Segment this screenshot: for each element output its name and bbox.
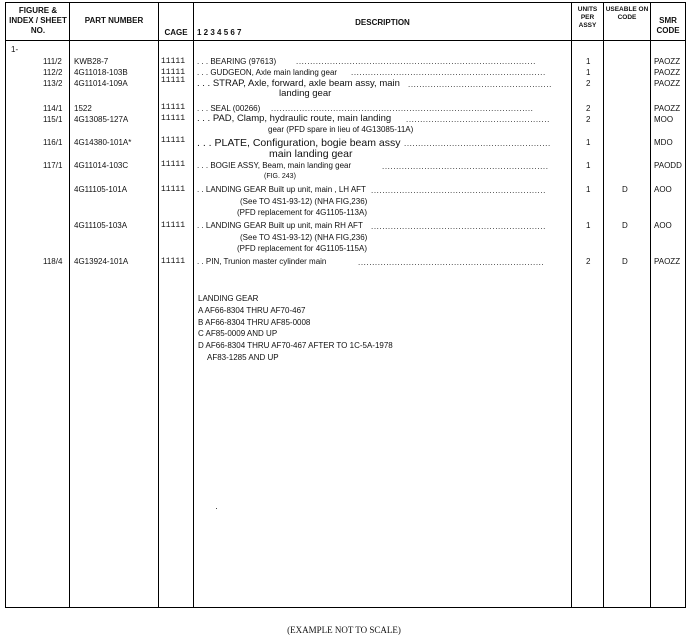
row-index: 114/1 <box>43 104 63 113</box>
row-part-number: KWB28-7 <box>74 57 109 66</box>
row-units: 2 <box>586 104 591 113</box>
notes-line: D AF66-8304 THRU AF70-467 AFTER TO 1C-5A-1978 <box>198 341 393 351</box>
row-part-number: 4G11105-103A <box>74 221 128 230</box>
row-description: . . . BEARING (97613) <box>197 57 277 66</box>
row-smr: MOO <box>654 115 674 124</box>
row-part-number: 4G11014-109A <box>74 79 128 88</box>
figure-number: 1- <box>11 45 19 54</box>
row-smr: PAOZZ <box>654 57 681 66</box>
column-divider <box>571 3 572 607</box>
row-units: 1 <box>586 161 591 170</box>
row-description-continued: gear (PFD spare in lieu of 4G13085-11A) <box>268 125 414 134</box>
row-index: 112/2 <box>43 68 63 77</box>
notes-title: LANDING GEAR <box>198 294 259 303</box>
row-description: . . LANDING GEAR Built up unit, main , LH AFT <box>197 185 366 194</box>
row-description: . . . GUDGEON, Axle main landing gear <box>197 68 338 77</box>
row-index: 117/1 <box>43 161 63 170</box>
dot-leader: ..................................................................................... <box>296 57 536 66</box>
header-description: DESCRIPTION <box>355 18 410 27</box>
row-description: . . . SEAL (00266) <box>197 104 261 113</box>
row-description-continued: (FIG. 243) <box>264 173 296 180</box>
row-description: . . . PLATE, Configuration, bogie beam assy <box>197 137 401 149</box>
row-units: 2 <box>586 257 591 266</box>
row-units: 1 <box>586 138 591 147</box>
notes-line: B AF66-8304 THRU AF85-0008 <box>198 317 311 327</box>
dot-leader: .................................................... <box>404 139 551 148</box>
row-units: 2 <box>586 115 591 124</box>
column-divider <box>193 3 194 607</box>
notes-line: A AF66-8304 THRU AF70-467 <box>198 305 306 315</box>
row-index: 118/4 <box>43 257 63 266</box>
row-description: . . . STRAP, Axle, forward, axle beam assy, main <box>197 78 400 89</box>
row-part-number: 4G13085-127A <box>74 115 129 124</box>
row-description: . . PIN, Trunion master cylinder main <box>197 257 327 266</box>
row-units: 1 <box>586 221 591 230</box>
row-description-continued: main landing gear <box>269 148 353 160</box>
row-cage: 11111 <box>161 160 186 169</box>
row-cage: 11111 <box>161 103 186 112</box>
row-cage: 11111 <box>161 57 186 66</box>
column-divider <box>158 3 159 607</box>
row-smr: PAOZZ <box>654 257 681 266</box>
column-divider <box>69 3 70 607</box>
dot-leader: ................................................... <box>406 115 550 124</box>
row-index: 115/1 <box>43 115 63 124</box>
row-description: . . . PAD, Clamp, hydraulic route, main landing <box>197 113 392 124</box>
header-figure: FIGURE & INDEX / SHEET NO. <box>9 6 67 35</box>
row-smr: AOO <box>654 221 672 230</box>
row-units: 2 <box>586 79 591 88</box>
header-divider <box>6 40 685 41</box>
row-description-continued: (See TO 4S1-93-12) (NHA FIG,236) <box>240 197 368 206</box>
row-smr: AOO <box>654 185 672 194</box>
notes-line: C AF85-0009 AND UP <box>198 329 278 339</box>
row-part-number: 4G14380-101A* <box>74 138 132 147</box>
row-units: 1 <box>586 185 591 194</box>
row-units: 1 <box>586 57 591 66</box>
row-smr: PAOZZ <box>654 79 681 88</box>
row-units: 1 <box>586 68 591 77</box>
row-cage: 11111 <box>161 221 186 230</box>
dot-leader: ............................................................................................. <box>271 104 534 113</box>
row-description-continued: (See TO 4S1-93-12) (NHA FIG,236) <box>240 233 368 242</box>
row-description: . . LANDING GEAR Built up unit, main RH AFT <box>197 221 363 230</box>
row-part-number: 1522 <box>74 104 92 113</box>
dot-leader: ................................................... <box>408 80 552 89</box>
row-description: . . . BOGIE ASSY, Beam, main landing gear <box>197 161 352 170</box>
notes-line: AF83-1285 AND UP <box>207 352 279 362</box>
row-part-number: 4G13924-101A <box>74 257 129 266</box>
row-cage: 11111 <box>161 68 186 77</box>
dot-leader: .............................................................. <box>371 222 547 231</box>
row-description-continued: landing gear <box>279 88 332 99</box>
row-smr: PAODD <box>654 161 682 170</box>
row-cage: 11111 <box>161 136 186 145</box>
dot-leader: ........................................................... <box>382 162 549 171</box>
row-usable: D <box>622 221 628 230</box>
speck <box>216 508 217 509</box>
row-cage: 11111 <box>161 185 186 194</box>
header-part-number: PART NUMBER <box>84 16 144 25</box>
column-divider <box>650 3 651 607</box>
row-smr: PAOZZ <box>654 68 681 77</box>
row-cage: 11111 <box>161 76 186 85</box>
row-cage: 11111 <box>161 114 186 123</box>
header-units-per-assy: UNITS PER ASSY <box>577 6 598 29</box>
row-part-number: 4G11105-101A <box>74 185 128 194</box>
header-cage: CAGE <box>164 28 188 37</box>
row-smr: PAOZZ <box>654 104 681 113</box>
row-usable: D <box>622 185 628 194</box>
parts-list-table <box>5 2 686 608</box>
row-usable: D <box>622 257 628 266</box>
header-indent-levels: 1 2 3 4 5 6 7 <box>197 28 242 37</box>
header-useable-on-code: USEABLE ON CODE <box>605 6 649 21</box>
dot-leader: .................................................................. <box>358 258 545 267</box>
row-smr: MDO <box>654 138 673 147</box>
row-cage: 11111 <box>161 257 186 266</box>
dot-leader: .............................................................. <box>371 186 547 195</box>
row-index: 113/2 <box>43 79 63 88</box>
row-part-number: 4G11014-103C <box>74 161 129 170</box>
row-description-continued: (PFD replacement for 4G1105-115A) <box>237 244 367 253</box>
figure-caption: (EXAMPLE NOT TO SCALE) <box>287 625 401 635</box>
usable-on-code-notes <box>198 293 393 364</box>
row-part-number: 4G11018-103B <box>74 68 128 77</box>
header-smr-code: SMR CODE <box>656 16 680 35</box>
dot-leader: ..................................................................... <box>351 68 546 77</box>
row-description-continued: (PFD replacement for 4G1105-113A) <box>237 208 367 217</box>
row-index: 111/2 <box>43 57 62 66</box>
column-divider <box>603 3 604 607</box>
row-index: 116/1 <box>43 138 63 147</box>
